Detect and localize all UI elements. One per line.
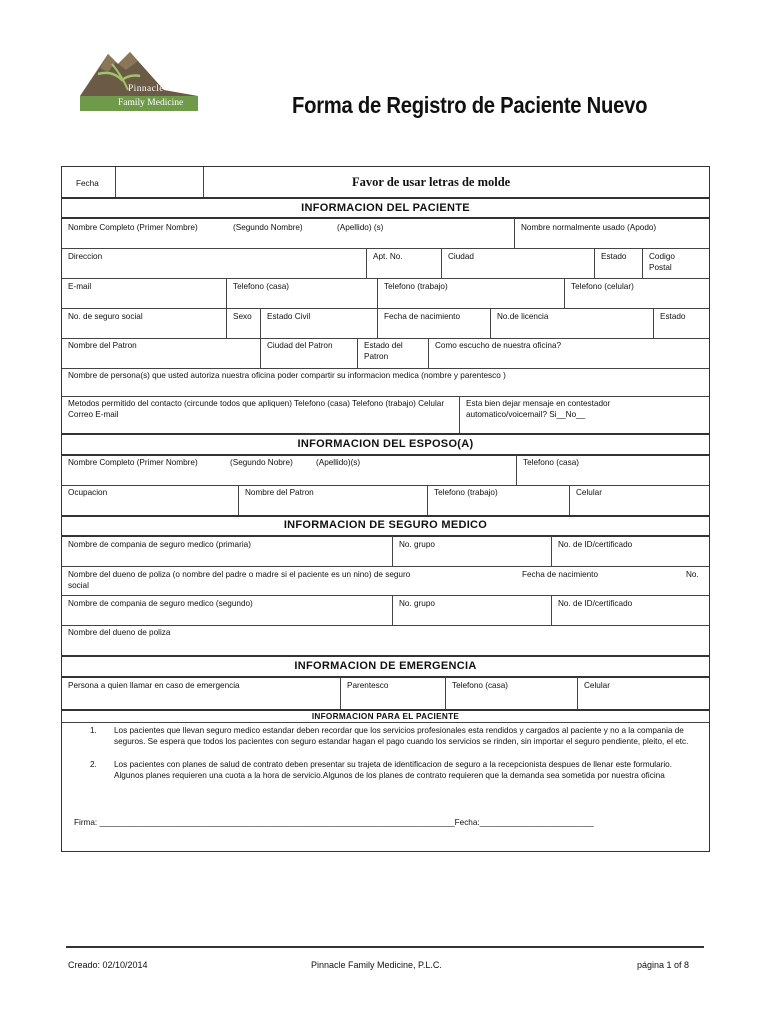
email-label: E-mail	[68, 282, 92, 291]
logo-line2: Family Medicine	[118, 98, 184, 108]
spouse-home-phone-label: Telefono (casa)	[523, 458, 579, 467]
secondary-policy-holder-label: Nombre del dueno de poliza	[68, 628, 171, 637]
emergency-cell-label: Celular	[584, 681, 610, 690]
spouse-work-phone-label: Telefono (trabajo)	[434, 488, 498, 497]
footer-page-number: página 1 of 8	[637, 960, 690, 970]
work-phone-label: Telefono (trabajo)	[384, 282, 448, 291]
fecha-field[interactable]	[116, 167, 203, 197]
logo-line1: Pinnacle	[128, 84, 164, 94]
secondary-insurance-label: Nombre de compania de seguro medico (segundo)	[68, 599, 253, 608]
apt-label: Apt. No.	[373, 252, 403, 261]
spouse-last-name-label: (Apellido)(s)	[316, 458, 361, 467]
referral-label: Como escucho de nuestra oficina?	[435, 341, 562, 350]
clinic-logo	[78, 50, 200, 112]
spouse-occupation-label: Ocupacion	[68, 488, 108, 497]
insurance-section-header: INFORMACION DE SEGURO MEDICO	[283, 519, 488, 531]
spouse-first-name-label: Nombre Completo (Primer Nombre)	[68, 458, 198, 467]
spouse-employer-label: Nombre del Patron	[245, 488, 314, 497]
primary-insurance-label: Nombre de compania de seguro medico (primaria)	[68, 540, 251, 549]
signature-line[interactable]: Firma: ______________________________________________________________________________Fecha:_________________________	[74, 818, 594, 827]
employer-label: Nombre del Patron	[68, 341, 137, 350]
emergency-home-phone-label: Telefono (casa)	[452, 681, 508, 690]
notice-item-number: 2.	[90, 760, 97, 769]
secondary-id-label: No. de ID/certificado	[558, 599, 633, 608]
page-title: Forma de Registro de Paciente Nuevo	[292, 92, 648, 118]
emergency-contact-label: Persona a quien llamar en caso de emergencia	[68, 681, 240, 690]
contact-methods-label: Metodos permitido del contacto (circunde todos que apliquen) Telefono (casa) Telefono (trabajo) Celular Correo E-mail	[68, 399, 445, 419]
notice-item-text: Los pacientes con planes de salud de contrato deben presentar su trajeta de identificacion de seguro a la recepcionista despues de llenar este formulario. Algunos planes requieren una cuota a la hora de servicio.Algunos de los planes de contrato requieren que la demanda sea sometida por nuestra oficina	[114, 760, 673, 780]
spouse-section-header: INFORMACION DEL ESPOSO(A)	[297, 438, 474, 450]
home-phone-label: Telefono (casa)	[233, 282, 289, 291]
license-state-label: Estado	[660, 312, 686, 321]
notice-section-header: INFORMACION PARA EL PACIENTE	[311, 712, 460, 721]
fecha-label: Fecha	[76, 179, 99, 188]
state-label: Estado	[601, 252, 627, 261]
emergency-section-header: INFORMACION DE EMERGENCIA	[294, 660, 477, 672]
footer-created: Creado: 02/10/2014	[68, 960, 148, 970]
patient-nickname-label: Nombre normalmente usado (Apodo)	[521, 223, 657, 232]
primary-group-label: No. grupo	[399, 540, 435, 549]
emergency-relationship-label: Parentesco	[347, 681, 389, 690]
license-label: No.de licencia	[497, 312, 549, 321]
policy-holder-label: Nombre del dueno de poliza (o nombre del padre o madre si el paciente es un nino) de seguro social	[68, 570, 411, 590]
policy-holder-number-label: No.	[686, 570, 699, 579]
footer-divider	[66, 946, 704, 948]
address-label: Direccion	[68, 252, 103, 261]
notice-item-text: Los pacientes que llevan seguro medico estandar deben recordar que los servicios profesionales esta rendidos y cargados al paciente y no a la compania de seguros. Se espera que todos los pacientes con seguro estandar hagan el pago cuando los servicios se rinden, sin importar el seguro pendiente, pleito, el etc.	[114, 726, 689, 746]
print-instruction: Favor de usar letras de molde	[352, 175, 511, 189]
patient-section-header: INFORMACION DEL PACIENTE	[301, 202, 470, 214]
patient-first-name-label: Nombre Completo (Primer Nombre)	[68, 223, 198, 232]
employer-state-label: Estado del Patron	[364, 341, 403, 361]
zip-label: Codigo Postal	[649, 252, 675, 272]
marital-status-label: Estado Civil	[267, 312, 311, 321]
voicemail-label: Esta bien dejar mensaje en contestador automatico/voicemail? Si__No__	[466, 399, 611, 419]
policy-holder-dob-label: Fecha de nacimiento	[522, 570, 599, 579]
birth-date-label: Fecha de nacimiento	[384, 312, 461, 321]
ssn-label: No. de seguro social	[68, 312, 143, 321]
employer-city-label: Ciudad del Patron	[267, 341, 333, 350]
registration-form	[61, 166, 710, 852]
notice-item-number: 1.	[90, 726, 97, 735]
spouse-cell-label: Celular	[576, 488, 602, 497]
spouse-middle-name-label: (Segundo Nobre)	[230, 458, 293, 467]
city-label: Ciudad	[448, 252, 474, 261]
footer-company: Pinnacle Family Medicine, P.L.C.	[311, 960, 442, 970]
cell-phone-label: Telefono (celular)	[571, 282, 634, 291]
secondary-group-label: No. grupo	[399, 599, 435, 608]
patient-middle-name-label: (Segundo Nombre)	[233, 223, 303, 232]
authorized-persons-label: Nombre de persona(s) que usted autoriza nuestra oficina poder compartir su informacion medica (nombre y parentesco )	[68, 371, 506, 380]
patient-last-name-label: (Apellido) (s)	[337, 223, 384, 232]
primary-id-label: No. de ID/certificado	[558, 540, 633, 549]
sex-label: Sexo	[233, 312, 252, 321]
